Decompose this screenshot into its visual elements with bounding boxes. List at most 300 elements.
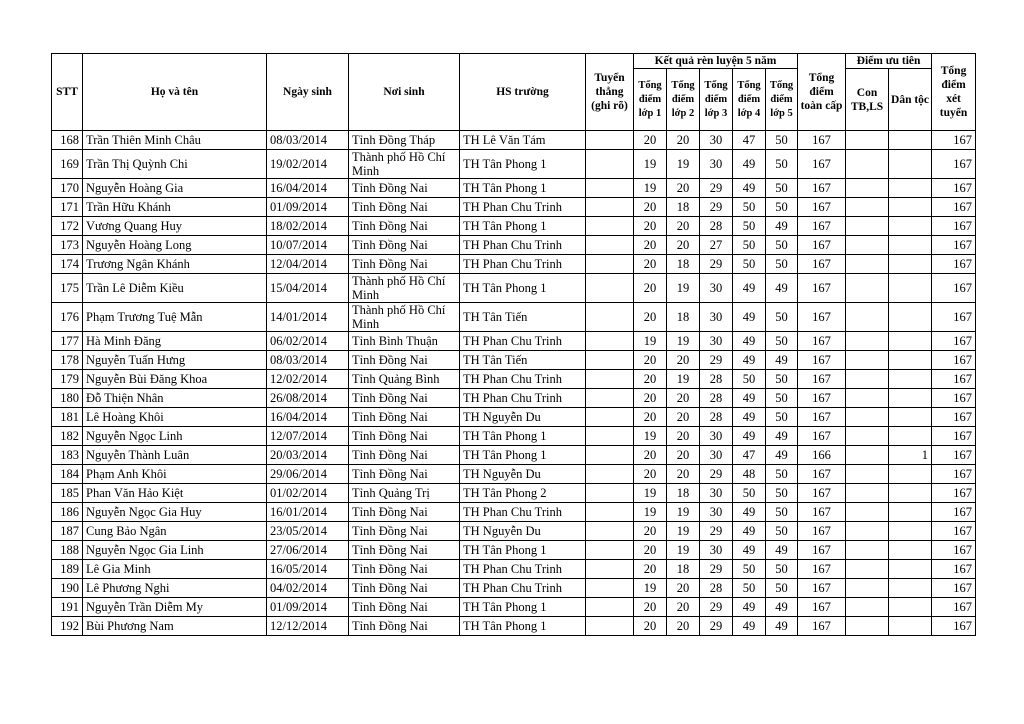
- cell-direct-admission: [586, 579, 634, 598]
- cell-grade5: 49: [766, 617, 798, 636]
- cell-grade5: 50: [766, 560, 798, 579]
- admission-results-table: [51, 53, 976, 636]
- cell-grade2: 18: [667, 484, 700, 503]
- cell-birthplace: Tỉnh Đồng Nai: [349, 427, 460, 446]
- cell-grade2: 20: [667, 617, 700, 636]
- cell-priority-ethnic: [889, 617, 932, 636]
- cell-birthplace: Tỉnh Đồng Nai: [349, 179, 460, 198]
- cell-total-level: 167: [798, 351, 846, 370]
- cell-grade4: 49: [733, 427, 766, 446]
- cell-school: TH Phan Chu Trinh: [460, 370, 586, 389]
- cell-direct-admission: [586, 408, 634, 427]
- cell-school: TH Lê Văn Tám: [460, 131, 586, 150]
- cell-total-level: 167: [798, 274, 846, 303]
- cell-grade3: 28: [700, 579, 733, 598]
- cell-birthplace: Tỉnh Đồng Nai: [349, 598, 460, 617]
- cell-priority-ethnic: [889, 179, 932, 198]
- cell-birthplace: Thành phố Hồ Chí Minh: [349, 303, 460, 332]
- table-row: [52, 446, 976, 465]
- cell-stt: 178: [52, 351, 83, 370]
- cell-priority-tbls: [846, 446, 889, 465]
- cell-priority-tbls: [846, 503, 889, 522]
- cell-grade1: 20: [634, 131, 667, 150]
- cell-stt: 181: [52, 408, 83, 427]
- cell-direct-admission: [586, 617, 634, 636]
- cell-birthplace: Tỉnh Bình Thuận: [349, 332, 460, 351]
- cell-stt: 188: [52, 541, 83, 560]
- cell-priority-tbls: [846, 332, 889, 351]
- cell-grade2: 18: [667, 560, 700, 579]
- cell-total-admission: 167: [932, 427, 976, 446]
- cell-grade3: 30: [700, 332, 733, 351]
- cell-priority-ethnic: [889, 598, 932, 617]
- cell-priority-tbls: [846, 579, 889, 598]
- cell-grade5: 50: [766, 370, 798, 389]
- cell-total-level: 167: [798, 332, 846, 351]
- cell-grade4: 50: [733, 484, 766, 503]
- cell-total-admission: 167: [932, 370, 976, 389]
- cell-stt: 174: [52, 255, 83, 274]
- cell-total-admission: 167: [932, 198, 976, 217]
- cell-priority-ethnic: 1: [889, 446, 932, 465]
- cell-grade2: 20: [667, 351, 700, 370]
- cell-birthplace: Tỉnh Đồng Nai: [349, 446, 460, 465]
- cell-direct-admission: [586, 217, 634, 236]
- cell-grade4: 49: [733, 274, 766, 303]
- cell-grade2: 19: [667, 274, 700, 303]
- cell-birthplace: Tỉnh Đồng Nai: [349, 503, 460, 522]
- cell-priority-ethnic: [889, 541, 932, 560]
- cell-total-admission: 167: [932, 255, 976, 274]
- cell-priority-ethnic: [889, 217, 932, 236]
- cell-total-level: 167: [798, 389, 846, 408]
- cell-birthplace: Tỉnh Đồng Tháp: [349, 131, 460, 150]
- cell-dob: 12/04/2014: [267, 255, 349, 274]
- table-row: [52, 351, 976, 370]
- cell-stt: 191: [52, 598, 83, 617]
- cell-dob: 19/02/2014: [267, 150, 349, 179]
- cell-grade3: 29: [700, 179, 733, 198]
- header-grade5: Tổng điểm lớp 5: [766, 69, 798, 131]
- cell-direct-admission: [586, 541, 634, 560]
- table-row: [52, 427, 976, 446]
- cell-grade2: 19: [667, 522, 700, 541]
- cell-grade3: 30: [700, 503, 733, 522]
- table-row: [52, 598, 976, 617]
- cell-grade1: 20: [634, 541, 667, 560]
- cell-direct-admission: [586, 389, 634, 408]
- cell-school: TH Phan Chu Trinh: [460, 579, 586, 598]
- cell-total-level: 167: [798, 179, 846, 198]
- cell-dob: 16/04/2014: [267, 408, 349, 427]
- cell-grade1: 19: [634, 150, 667, 179]
- cell-birthplace: Tỉnh Quảng Trị: [349, 484, 460, 503]
- cell-priority-ethnic: [889, 560, 932, 579]
- cell-total-level: 167: [798, 408, 846, 427]
- cell-priority-tbls: [846, 274, 889, 303]
- header-dob: Ngày sinh: [267, 54, 349, 131]
- cell-priority-tbls: [846, 370, 889, 389]
- cell-priority-ethnic: [889, 198, 932, 217]
- cell-grade5: 49: [766, 274, 798, 303]
- cell-priority-ethnic: [889, 274, 932, 303]
- cell-priority-ethnic: [889, 255, 932, 274]
- header-priority-ethnic: Dân tộc: [889, 69, 932, 131]
- cell-total-level: 167: [798, 303, 846, 332]
- cell-grade3: 30: [700, 274, 733, 303]
- cell-grade5: 49: [766, 446, 798, 465]
- cell-total-level: 167: [798, 236, 846, 255]
- cell-total-level: 167: [798, 560, 846, 579]
- cell-direct-admission: [586, 351, 634, 370]
- cell-school: TH Tân Tiến: [460, 351, 586, 370]
- cell-priority-tbls: [846, 389, 889, 408]
- cell-grade1: 19: [634, 484, 667, 503]
- cell-stt: 187: [52, 522, 83, 541]
- header-direct-admission: Tuyển thẳng (ghi rõ): [586, 54, 634, 131]
- cell-grade1: 20: [634, 408, 667, 427]
- cell-name: Nguyễn Tuấn Hưng: [83, 351, 267, 370]
- cell-grade3: 29: [700, 560, 733, 579]
- cell-priority-tbls: [846, 217, 889, 236]
- cell-total-level: 167: [798, 217, 846, 236]
- cell-birthplace: Tỉnh Đồng Nai: [349, 541, 460, 560]
- cell-dob: 23/05/2014: [267, 522, 349, 541]
- cell-dob: 16/01/2014: [267, 503, 349, 522]
- table-body: [52, 131, 976, 636]
- cell-total-admission: 167: [932, 332, 976, 351]
- cell-stt: 189: [52, 560, 83, 579]
- header-school: HS trường: [460, 54, 586, 131]
- cell-grade5: 49: [766, 541, 798, 560]
- table-row: [52, 179, 976, 198]
- cell-grade3: 28: [700, 217, 733, 236]
- cell-name: Phạm Trương Tuệ Mẫn: [83, 303, 267, 332]
- cell-name: Trần Thị Quỳnh Chi: [83, 150, 267, 179]
- cell-stt: 173: [52, 236, 83, 255]
- cell-grade2: 20: [667, 446, 700, 465]
- cell-direct-admission: [586, 522, 634, 541]
- table-row: [52, 370, 976, 389]
- cell-grade5: 50: [766, 484, 798, 503]
- cell-name: Nguyễn Bùi Đăng Khoa: [83, 370, 267, 389]
- cell-total-level: 167: [798, 522, 846, 541]
- cell-grade1: 19: [634, 179, 667, 198]
- cell-total-level: 167: [798, 503, 846, 522]
- cell-birthplace: Tỉnh Đồng Nai: [349, 408, 460, 427]
- cell-grade5: 49: [766, 427, 798, 446]
- cell-priority-ethnic: [889, 465, 932, 484]
- cell-dob: 06/02/2014: [267, 332, 349, 351]
- cell-total-admission: 167: [932, 465, 976, 484]
- cell-grade4: 49: [733, 522, 766, 541]
- cell-direct-admission: [586, 179, 634, 198]
- cell-total-level: 167: [798, 198, 846, 217]
- cell-direct-admission: [586, 446, 634, 465]
- table-row: [52, 617, 976, 636]
- cell-grade5: 49: [766, 598, 798, 617]
- cell-grade4: 50: [733, 560, 766, 579]
- cell-name: Trần Lê Diễm Kiều: [83, 274, 267, 303]
- cell-grade2: 20: [667, 427, 700, 446]
- cell-priority-tbls: [846, 522, 889, 541]
- cell-grade4: 49: [733, 389, 766, 408]
- cell-total-level: 167: [798, 465, 846, 484]
- cell-grade4: 48: [733, 465, 766, 484]
- cell-grade4: 49: [733, 332, 766, 351]
- cell-dob: 01/09/2014: [267, 198, 349, 217]
- cell-grade2: 18: [667, 198, 700, 217]
- cell-dob: 12/02/2014: [267, 370, 349, 389]
- cell-grade2: 20: [667, 579, 700, 598]
- cell-grade3: 30: [700, 303, 733, 332]
- cell-grade1: 20: [634, 446, 667, 465]
- cell-total-admission: 167: [932, 351, 976, 370]
- cell-priority-ethnic: [889, 131, 932, 150]
- cell-birthplace: Tỉnh Quảng Bình: [349, 370, 460, 389]
- cell-name: Nguyễn Trần Diễm My: [83, 598, 267, 617]
- cell-grade3: 30: [700, 150, 733, 179]
- cell-direct-admission: [586, 303, 634, 332]
- header-birthplace: Nơi sinh: [349, 54, 460, 131]
- cell-total-level: 167: [798, 150, 846, 179]
- cell-grade1: 19: [634, 503, 667, 522]
- cell-direct-admission: [586, 332, 634, 351]
- cell-grade3: 27: [700, 236, 733, 255]
- cell-name: Trương Ngân Khánh: [83, 255, 267, 274]
- cell-grade3: 30: [700, 131, 733, 150]
- table-row: [52, 131, 976, 150]
- cell-stt: 186: [52, 503, 83, 522]
- cell-stt: 185: [52, 484, 83, 503]
- cell-total-level: 167: [798, 427, 846, 446]
- cell-total-admission: 167: [932, 150, 976, 179]
- cell-priority-tbls: [846, 255, 889, 274]
- cell-grade4: 49: [733, 303, 766, 332]
- cell-direct-admission: [586, 560, 634, 579]
- cell-grade4: 49: [733, 617, 766, 636]
- table-row: [52, 255, 976, 274]
- cell-total-level: 167: [798, 370, 846, 389]
- cell-birthplace: Tỉnh Đồng Nai: [349, 522, 460, 541]
- cell-school: TH Phan Chu Trinh: [460, 236, 586, 255]
- table-row: [52, 274, 976, 303]
- cell-grade2: 19: [667, 541, 700, 560]
- cell-name: Bùi Phương Nam: [83, 617, 267, 636]
- header-grade4: Tổng điểm lớp 4: [733, 69, 766, 131]
- cell-grade4: 50: [733, 217, 766, 236]
- cell-dob: 01/02/2014: [267, 484, 349, 503]
- cell-grade4: 49: [733, 351, 766, 370]
- cell-total-level: 167: [798, 255, 846, 274]
- cell-priority-tbls: [846, 236, 889, 255]
- table-row: [52, 408, 976, 427]
- cell-priority-tbls: [846, 484, 889, 503]
- cell-grade1: 20: [634, 370, 667, 389]
- cell-school: TH Phan Chu Trinh: [460, 503, 586, 522]
- cell-school: TH Phan Chu Trinh: [460, 560, 586, 579]
- cell-stt: 183: [52, 446, 83, 465]
- cell-grade1: 20: [634, 351, 667, 370]
- cell-grade3: 29: [700, 198, 733, 217]
- cell-school: TH Phan Chu Trinh: [460, 332, 586, 351]
- header-total-level: Tổng điểm toàn cấp: [798, 54, 846, 131]
- cell-grade1: 20: [634, 303, 667, 332]
- cell-total-level: 167: [798, 598, 846, 617]
- cell-total-admission: 167: [932, 389, 976, 408]
- cell-stt: 170: [52, 179, 83, 198]
- header-grade3: Tổng điểm lớp 3: [700, 69, 733, 131]
- cell-grade5: 50: [766, 236, 798, 255]
- cell-school: TH Nguyễn Du: [460, 465, 586, 484]
- cell-grade5: 50: [766, 179, 798, 198]
- cell-school: TH Phan Chu Trinh: [460, 255, 586, 274]
- cell-grade4: 49: [733, 408, 766, 427]
- cell-name: Trần Thiên Minh Châu: [83, 131, 267, 150]
- cell-school: TH Tân Tiến: [460, 303, 586, 332]
- table-row: [52, 560, 976, 579]
- cell-dob: 26/08/2014: [267, 389, 349, 408]
- cell-total-admission: 167: [932, 541, 976, 560]
- cell-direct-admission: [586, 131, 634, 150]
- cell-grade5: 50: [766, 503, 798, 522]
- cell-direct-admission: [586, 427, 634, 446]
- cell-school: TH Phan Chu Trinh: [460, 389, 586, 408]
- cell-stt: 192: [52, 617, 83, 636]
- cell-direct-admission: [586, 598, 634, 617]
- cell-priority-ethnic: [889, 484, 932, 503]
- cell-grade1: 19: [634, 579, 667, 598]
- cell-grade2: 20: [667, 389, 700, 408]
- table-row: [52, 236, 976, 255]
- cell-priority-ethnic: [889, 408, 932, 427]
- cell-grade2: 20: [667, 179, 700, 198]
- cell-dob: 16/05/2014: [267, 560, 349, 579]
- table-row: [52, 484, 976, 503]
- cell-dob: 01/09/2014: [267, 598, 349, 617]
- cell-school: TH Tân Phong 1: [460, 179, 586, 198]
- cell-grade5: 49: [766, 351, 798, 370]
- table-row: [52, 217, 976, 236]
- header-grade1: Tổng điểm lớp 1: [634, 69, 667, 131]
- cell-priority-tbls: [846, 198, 889, 217]
- cell-name: Vương Quang Huy: [83, 217, 267, 236]
- cell-grade4: 47: [733, 131, 766, 150]
- cell-grade1: 20: [634, 236, 667, 255]
- cell-priority-ethnic: [889, 236, 932, 255]
- cell-priority-ethnic: [889, 503, 932, 522]
- cell-total-admission: 167: [932, 131, 976, 150]
- cell-priority-ethnic: [889, 427, 932, 446]
- cell-grade1: 20: [634, 560, 667, 579]
- cell-school: TH Tân Phong 1: [460, 541, 586, 560]
- cell-dob: 14/01/2014: [267, 303, 349, 332]
- header-priority-group: Điểm ưu tiên: [846, 54, 932, 69]
- cell-grade3: 29: [700, 465, 733, 484]
- cell-grade5: 50: [766, 131, 798, 150]
- cell-priority-tbls: [846, 541, 889, 560]
- cell-dob: 15/04/2014: [267, 274, 349, 303]
- cell-school: TH Nguyễn Du: [460, 522, 586, 541]
- cell-grade1: 20: [634, 522, 667, 541]
- header-stt: STT: [52, 54, 83, 131]
- cell-total-level: 167: [798, 131, 846, 150]
- cell-name: Nguyễn Hoàng Long: [83, 236, 267, 255]
- cell-priority-tbls: [846, 465, 889, 484]
- cell-priority-tbls: [846, 598, 889, 617]
- header-results-group: Kết quả rèn luyện 5 năm: [634, 54, 798, 69]
- cell-grade1: 20: [634, 465, 667, 484]
- table-row: [52, 303, 976, 332]
- cell-total-admission: 167: [932, 446, 976, 465]
- cell-grade2: 20: [667, 217, 700, 236]
- cell-grade4: 47: [733, 446, 766, 465]
- cell-direct-admission: [586, 236, 634, 255]
- cell-dob: 20/03/2014: [267, 446, 349, 465]
- cell-school: TH Tân Phong 1: [460, 427, 586, 446]
- cell-name: Phan Văn Hảo Kiệt: [83, 484, 267, 503]
- table-row: [52, 541, 976, 560]
- cell-grade2: 20: [667, 236, 700, 255]
- cell-dob: 10/07/2014: [267, 236, 349, 255]
- cell-name: Nguyễn Ngọc Linh: [83, 427, 267, 446]
- cell-stt: 180: [52, 389, 83, 408]
- cell-stt: 176: [52, 303, 83, 332]
- cell-name: Hà Minh Đăng: [83, 332, 267, 351]
- cell-birthplace: Tỉnh Đồng Nai: [349, 465, 460, 484]
- cell-stt: 190: [52, 579, 83, 598]
- cell-stt: 168: [52, 131, 83, 150]
- header-total-admission: Tổng điểm xét tuyển: [932, 54, 976, 131]
- cell-priority-ethnic: [889, 303, 932, 332]
- cell-grade3: 28: [700, 370, 733, 389]
- table-header: [52, 54, 976, 131]
- cell-grade1: 20: [634, 217, 667, 236]
- cell-total-admission: 167: [932, 274, 976, 303]
- cell-direct-admission: [586, 198, 634, 217]
- cell-name: Nguyễn Ngọc Gia Linh: [83, 541, 267, 560]
- cell-dob: 27/06/2014: [267, 541, 349, 560]
- cell-grade3: 29: [700, 351, 733, 370]
- cell-priority-ethnic: [889, 389, 932, 408]
- cell-grade4: 49: [733, 503, 766, 522]
- cell-priority-tbls: [846, 131, 889, 150]
- cell-birthplace: Tỉnh Đồng Nai: [349, 236, 460, 255]
- header-name: Họ và tên: [83, 54, 267, 131]
- table-row: [52, 465, 976, 484]
- cell-school: TH Tân Phong 1: [460, 274, 586, 303]
- cell-grade5: 49: [766, 217, 798, 236]
- cell-grade3: 30: [700, 541, 733, 560]
- header-priority-tbls: Con TB,LS: [846, 69, 889, 131]
- cell-school: TH Tân Phong 1: [460, 446, 586, 465]
- cell-total-level: 167: [798, 541, 846, 560]
- cell-stt: 184: [52, 465, 83, 484]
- cell-dob: 18/02/2014: [267, 217, 349, 236]
- cell-dob: 12/12/2014: [267, 617, 349, 636]
- cell-priority-tbls: [846, 179, 889, 198]
- cell-grade4: 49: [733, 150, 766, 179]
- cell-school: TH Tân Phong 1: [460, 150, 586, 179]
- cell-total-level: 167: [798, 617, 846, 636]
- cell-dob: 08/03/2014: [267, 351, 349, 370]
- cell-stt: 171: [52, 198, 83, 217]
- cell-stt: 177: [52, 332, 83, 351]
- cell-total-admission: 167: [932, 408, 976, 427]
- table-row: [52, 150, 976, 179]
- cell-grade1: 20: [634, 255, 667, 274]
- cell-grade1: 20: [634, 198, 667, 217]
